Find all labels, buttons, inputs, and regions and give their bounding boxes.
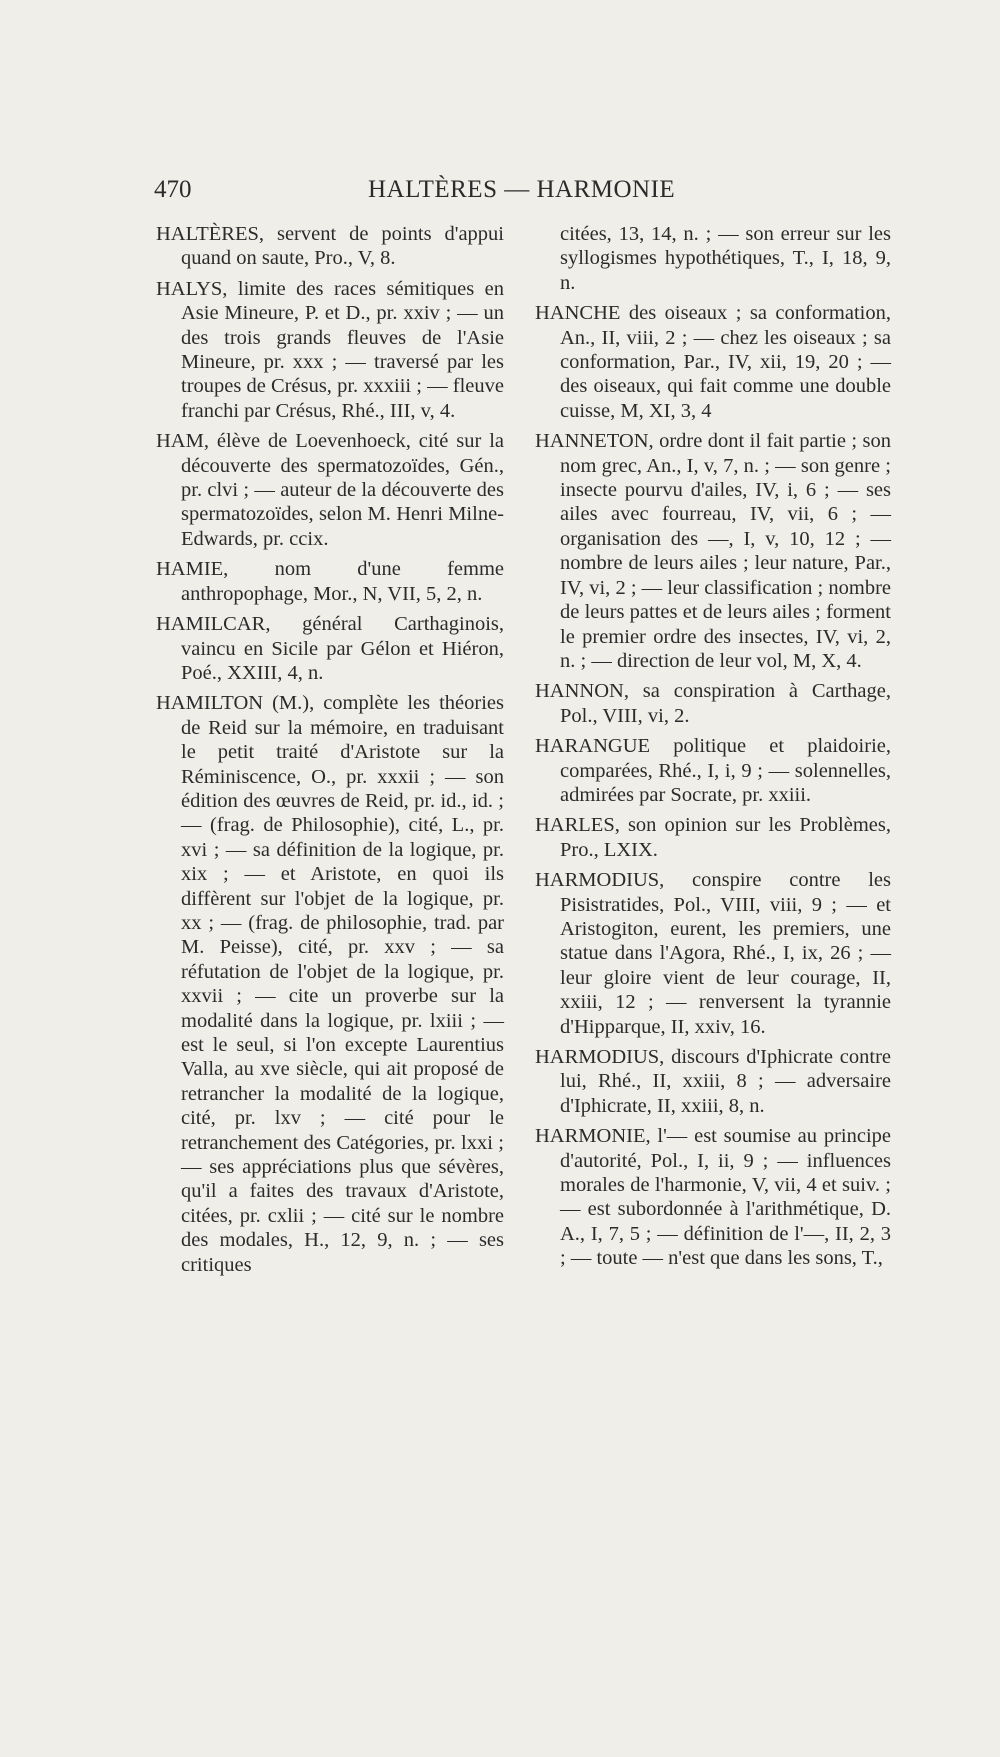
right-column [535,222,891,1277]
page-number: 470 [154,176,192,203]
index-entry-harmodius-2: HARMODIUS, discours d'Iphicrate contre lui, Rhé., II, xxiii, 8 ; — adversaire d'Iphicrate, II, xxiii, 8, n. [535,1046,891,1117]
index-entry-ham: HAM, élève de Loevenhoeck, cité sur la découverte des spermatozoïdes, Gén., pr. clvi ; — auteur de la découverte des spermatozoïdes, selon M. Henri Milne-Edwards, pr. ccix. [156,430,504,550]
index-entry-hamilton-continued: citées, 13, 14, n. ; — son erreur sur les syllogismes hypothétiques, T., I, 18, 9, n. [560,223,891,294]
index-entry-halys: HALYS, limite des races sémitiques en Asie Mineure, P. et D., pr. xxiv ; — un des trois grands fleuves de l'Asie Mineure, pr. xxx ; — traversé par les troupes de Crésus, pr. xxxiii ; — fleuve franchi par Crésus, Rhé., III, v, 4. [156,277,504,422]
running-title: HALTÈRES — HARMONIE [368,176,676,203]
index-entry-harangue: HARANGUE politique et plaidoirie, comparées, Rhé., I, i, 9 ; — solennelles, admirées par Socrate, pr. xxiii. [535,735,891,806]
index-entry-hamilton: HAMILTON (M.), complète les théories de Reid sur la mémoire, en traduisant le petit traité d'Aristote sur la Réminiscence, O., pr. xxxii ; — son édition des œuvres de Reid, pr. id., id. ; — (frag. de Philosophie), cité, L., pr. xvi ; — sa définition de la logique, pr. xix ; — et Aristote, en quoi ils diffèrent sur l'objet de la logique, pr. xx ; — (frag. de philosophie, trad. par M. Peisse), cité, pr. xxv ; — sa réfutation de l'objet de la logique, pr. xxvii ; — cite un proverbe sur la modalité dans la logique, pr. lxiii ; — est le seul, si l'on excepte Laurentius Valla, au xve siècle, qui ait proposé de retrancher la modalité de la logique, cité, pr. lxv ; — cité pour le retranchement des Catégories, pr. lxxi ; — ses appréciations plus que sévères, qu'il a faites des travaux d'Aristote, citées, pr. cxlii ; — cité sur le nombre des modales, H., 12, 9, n. ; — ses critiques [156,692,504,1276]
index-entry-hamie: HAMIE, nom d'une femme anthropophage, Mor., N, VII, 5, 2, n. [156,558,504,605]
index-entry-harles: HARLES, son opinion sur les Problèmes, Pro., LXIX. [535,814,891,861]
index-entry-harmodius: HARMODIUS, conspire contre les Pisistratides, Pol., VIII, viii, 9 ; — et Aristogiton, eurent, les premiers, une statue dans l'Agora, Rhé., I, ix, 26 ; — leur gloire vient de leur courage, II, xxiii, 12 ; — renversent la tyrannie d'Hipparque, II, xxiv, 16. [535,869,891,1038]
left-column [156,222,504,1283]
index-entry-hanneton: HANNETON, ordre dont il fait partie ; son nom grec, An., I, v, 7, n. ; — son genre ; insecte pourvu d'ailes, IV, i, 6 ; — ses ailes avec fourreau, IV, vii, 6 ; — organisation des —, I, v, 10, 12 ; — nombre de leurs ailes ; leur nature, Par., IV, vi, 2 ; — leur classification ; nombre de leurs pattes et de leurs ailes ; forment le premier ordre des insectes, IV, vi, 2, n. ; — direction de leur vol, M, X, 4. [535,430,891,672]
index-entry-hamilcar: HAMILCAR, général Carthaginois, vaincu en Sicile par Gélon et Hiéron, Poé., XXIII, 4, n. [156,613,504,684]
index-entry-hannon: HANNON, sa conspiration à Carthage, Pol., VIII, vi, 2. [535,680,891,727]
index-entry-hanche: HANCHE des oiseaux ; sa conformation, An., II, viii, 2 ; — chez les oiseaux ; sa conformation, Par., IV, xii, 19, 20 ; — des oiseaux, qui fait comme une double cuisse, M, XI, 3, 4 [535,302,891,422]
index-entry-halteres: HALTÈRES, servent de points d'appui quand on saute, Pro., V, 8. [156,223,504,270]
running-head [0,176,1000,216]
index-entry-harmonie: HARMONIE, l'— est soumise au principe d'autorité, Pol., I, ii, 9 ; — influences morales de l'harmonie, V, vii, 4 et suiv. ; — est subordonnée à l'arithmétique, D. A., I, 7, 5 ; — définition de l'—, II, 2, 3 ; — toute — n'est que dans les sons, T., [535,1125,891,1270]
